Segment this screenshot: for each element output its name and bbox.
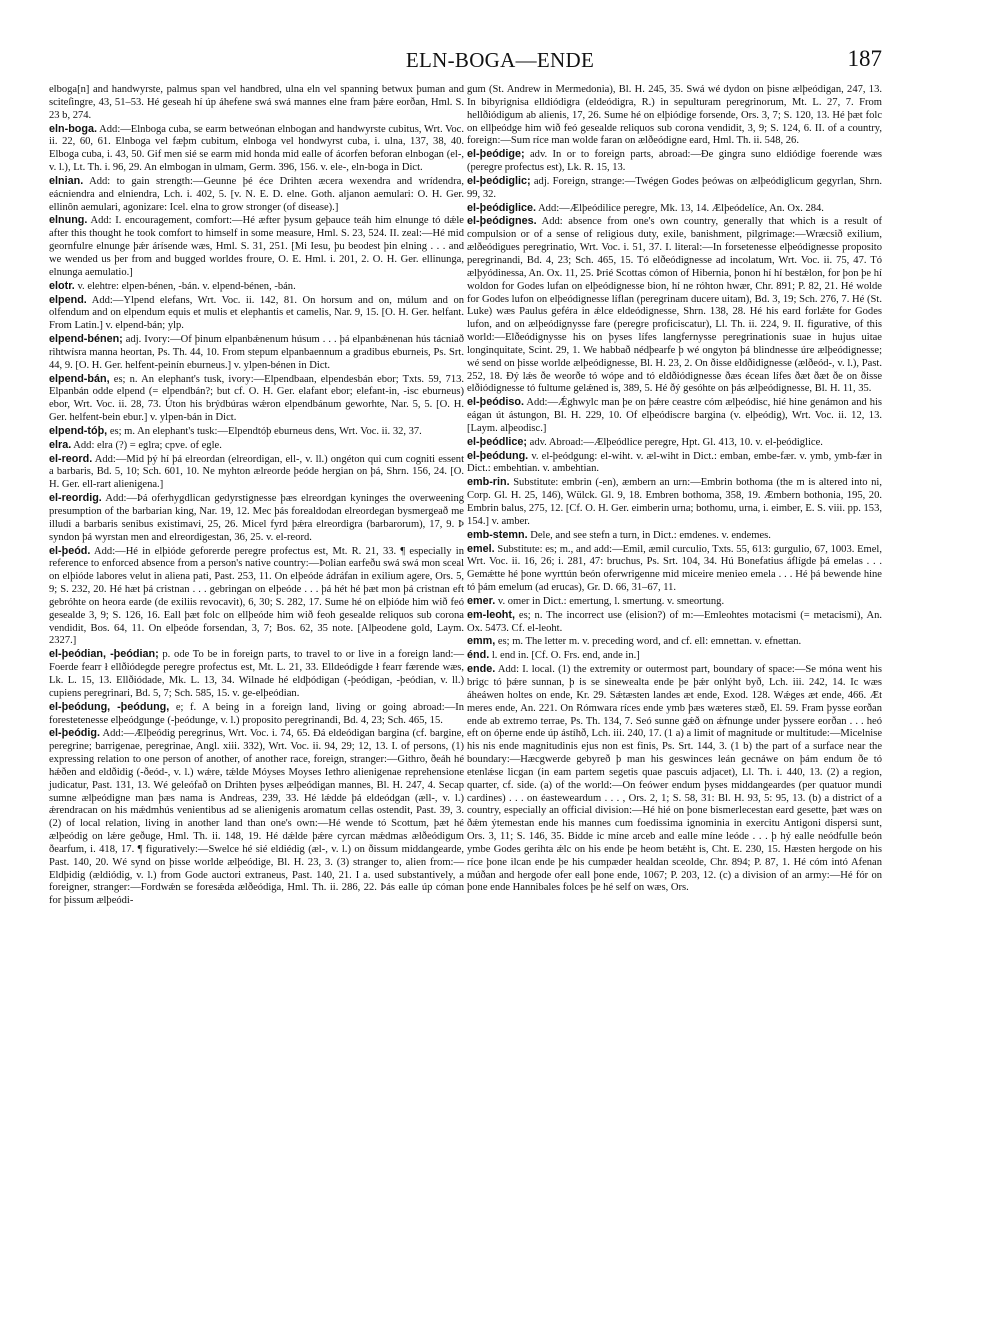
- dictionary-entry: [467, 663, 882, 895]
- entry-headword: el-þeódiso.: [467, 396, 524, 409]
- entry-headword: elpend.: [49, 293, 87, 306]
- entry-headword: elpend-tóþ,: [49, 424, 108, 437]
- entry-text: Substitute: embrin (-en), æmbern an urn:—Embrin bothoma (the m is altered into ni, Corp. Gl. H. 25, 146), Wülck. Gl. 9, 18. Embren bothoma, 358, 19. Æmbern bothonia, 195, 20. Embrin balus, 275, 12. [Cf. O. H. Ger. eimberin urna; bothomu, urna, i. eimber, E. S. viii. pp. 153, 154.] v. amber.: [467, 477, 882, 527]
- dictionary-entry: [49, 123, 464, 175]
- running-head: [0, 48, 1000, 78]
- entry-text: Add: absence from one's own country, generally that which is a result of compulsion or of a sense of religious duty, exile, banishment, pilgrimage:—Wræcsið exilium, ælðeódigues peregrinatio, Wrt. Voc. i. 51, 37. I. literal:—In forsetenesse elþeódignesse proposito peregrinandi, Bd. 4, 23; Sch. 465, 15. Tó elðeódignesse ad incolatum, Wrt. Voc. ii. 75, 47. Tó ælþyódinessa, An. Ox. 11, 25. Þrié Scottas cómon of Hibernia, þonon hí hí bestǽlon, for þon þe hí woldon for Godes lufan on elþeódignesse bion, hí ne róhton hwær, Chr. 891; P. 82, 21. Hé wolde for Godes lufon on elþeódignesse líflan (peregrinam ducere uitam), Bd. 3, 19; Sch. 276, 7. Hé (St. Luke) wæs Paulus geféra in ǽlce eldeódignesse, Shrn. 138, 28. Hé his eard forlǽte for Godes lufon, and on ælþeódignysse fare (peregre proficiscatur), Ll. Th. ii. 224, 9. II. figurative, of this world:—Elðeódignysse his on þyses lífes langfernysse peregrinationis suae in hujus uitae longinquitate, Scint. 29, 1. We habbað nédþearfe þ wé ongyton þá blindnesse úre ælþeódignesse; wé send on þisse worlde ælþeódignesse, Bl. H. 23, 2. On ðisse eldðidignesse (ælðeód-, v. l.), Past. 252, 18. Ðý lǽs ðe weorðe tó wópe and tó eldðiódignesse ðæs écean lífes ðæt ðæt ðe on ðisse elðiódignesse tó fultume gelǽned is, 389, 5. Hé ðý gesóhte on þás ælþeódignesse, Bl. H. 11, 35.: [467, 216, 882, 395]
- dictionary-entry: [49, 727, 464, 908]
- entry-headword: emer.: [467, 594, 496, 607]
- dictionary-entry: [49, 84, 464, 123]
- entry-text: Add:—Elnboga cuba, se earm betweónan elnbogan and handwyrste cubitus, Wrt. Voc. ii. 22, 60, 61. Elnboga vel fæþm cubitum, elnboga vel hondwyrst cuba, i. ulna, 137, 38, 40. Elboga cuba, i. 43, 50. Gif men sié se earm mid honda mid ealle of ácorfen beforan elnbogan (el-, v. l.), Lt. Th. i. 96, 29. An elmbogan in ulmam, Germ. 396, 156. v. ele-, eln-boga in Dict.: [49, 123, 464, 174]
- dictionary-entry: [49, 545, 464, 649]
- right-column: [467, 84, 882, 895]
- entry-text: Substitute: es; m., and add:—Emil, æmil curculio, Txts. 55, 613: gurgulio, 67, 1003. Emel, Wrt. Voc. ii. 16, 26; i. 281, 47: bruchus, Ps. Srt. 104, 34. Hú Bonefatius áflígde þá emelas . . . Gemǽtte hé þone wyrttún beón oferwrigenne mid miceire menieo emela . . . Hé þá bewende hine tó þám emelum (ad erucas), Gr. D. 66, 31–67, 11.: [467, 543, 882, 594]
- entry-headword: eln-boga.: [49, 122, 97, 135]
- entry-headword: emel.: [467, 542, 495, 555]
- entry-headword: el-reord.: [49, 452, 93, 465]
- entry-headword: el-þeódian, -þeódian;: [49, 648, 159, 661]
- entry-text: adj. Ivory:—Of þinum elpanbǽnenum húsum . . . þá elpanbǽnenan hús tácniað rihtwísra manna heortan, Ps. Th. 44, 10. From stepum elpanbaennum a gradibus eburneis, Ps. Srt. 44, 9. [O. H. Ger. helfent-peinín eburneus.] v. ylpen-bénen in Dict.: [49, 334, 464, 371]
- dictionary-entry: [49, 439, 464, 453]
- entry-headword: énd.: [467, 649, 490, 662]
- dictionary-entry: [467, 450, 882, 477]
- dictionary-entry: [49, 425, 464, 439]
- dictionary-entry: [49, 294, 464, 334]
- entry-headword: el-þeódig.: [49, 727, 100, 740]
- entry-headword: elnian.: [49, 174, 84, 187]
- entry-text: gum (St. Andrew in Mermedonia), Bl. H. 245, 35. Swá wé dydon on þisne ælþeódigan, 247, 13. In bibyrignisa elldiódigra (eldeódigra, R.) in sepulturam peregrinorum, Mt. L. 27, 7. From hellðiódigum ab alienis, 17, 26. Sume hé on elþiódige forsende, Ors. 3, 7; S. 120, 13. Hé þæt folc on ellþeódge him wið feó gesealde reliquos sub corona vendidit, 3, 9; S. 124, 6. II. of a country, foreign:—Sum ríce man wolde faran on ælðeódigne eard, Hml. Th. ii. 548, 26.: [467, 84, 882, 147]
- entry-text: Add:—Hé in elþióde geforerde peregre profectus est, Mt. R. 21, 33. ¶ especially in reference to enforced absence from a person's native country:—Þolian earfeðu swá swá mon sceal on elþióde labores velut in aliena pati, Past. 253, 11. On elþeóde ádráfan in exilium agere, Ors. 5, 9; S. 232, 20. Hé hæt þá cristnan . . . gebringan on elþeóde . . . þá hét hé þæt mon þá cristnan eft gebróhte on heora earde (de exiliis revocavit), 6, 30; S. 282, 17. Sume hé on elþióde him wið feó gesealde 3, 9; S. 126, 16. Eall þæt folc on ellþeóde him wið feoh gesealde reliquos sub corona vendidit, Bos. 64, 11. On elþeóde forsendan, 3, 7; Bos. 62, 35 note. [Alþeodene gold, Laym. 2327.]: [49, 545, 464, 647]
- dictionary-entry: [49, 214, 464, 279]
- entry-headword: ende.: [467, 663, 496, 676]
- entry-text: adv. In or to foreign parts, abroad:—Ðe gingra suno eldiódige foerende wæs (peregre profectus est), Lk. R. 15, 13.: [467, 149, 882, 174]
- dictionary-entry: [467, 649, 882, 663]
- dictionary-entry: [467, 396, 882, 436]
- entry-headword: emm,: [467, 635, 496, 648]
- entry-text: Add:—Þá oferhygdlican gedyrstignesse þæs elreordgan kyninges the overweening presumption of the barbarian king, Nar. 19, 12. Mec þás forealdodan elreordegan bysmergeað me illudi a barbaris senibus existimavi, 25, 26. Micel fyrd þǽra elreordigra (barbarorum), 17, 9. Þ syndon þá wyrstan men and elreordigestan, 36, 25. v. el-reord.: [49, 493, 464, 543]
- entry-text: e; f. A being in a foreign land, living or going abroad:—In forestetenesse elþeódgunge (-þeódunge, v. l.) proposito peregrinandi, Bd. 4, 23; Sch. 465, 15.: [49, 701, 464, 726]
- entry-text: Add: I. local. (1) the extremity or outermost part, boundary of space:—Se móna went his brigc tó þǽre sunnan, þ is se sinewealta ende þe þǽr onlýht byð, Lch. iii. 242, 14. Ic wæs áheáwen holtes on ende, Kr. 29. Sǽtæsten landes æt ende, Exod. 128. Wǽges æt ende, 466. Æt meres ende, An. 221. On Rómwara ríces ende ymb þæs wæteres stæð, El. 59. Fram þysse eorðan ende ab extremo terrae, Ps. Th. 134, 7. Seó sunne gǽð on ǽfnunge under þyssere eorðan . . . heó eft on óþerne ende úp ástíhð, Lch. iii. 240, 17. (1 a) a limit of magnitude or multitude:—Micelnise his nis ende magnitudinis ejus non est finis, Ps. Srt. 144, 3. (1 b) the part of a surface near the boundary:—Hæcgwerde gebyreð þ man his geswinces leán gecnáwe on þám endum ðe tó etenlǽse licgan (in eam partem segetis quae pascuis adjacet), Ll. Th. i. 440, 13. (2) a region, quarter, cf. side. (a) of the world:—On feówer endum þyses middangeardes (per quatuor mundi cardines) . . . on éasteweardum . . . , Ors. 2, 1; S. 58, 31: Bl. H. 93, 5: 95, 13. (b) a district of a country, especially an official division:—Hé hié on þone bismerlecestan eard gesette, þæt wæs on ðǽm ýtemestan ende his mannes cum foedissima ignominia in exercitu Antigoni dispersi sunt, Ors. 3, 11; S. 146, 35. Bidde ic míne arceb and ealle míne leóde . . . þ hý ealle neódfulle beón ymbe Godes gerihta ǽlc on his ende þe heom betǽht is, Cht. E. 230, 15. Hæsten hergode on his ríce þone ilcan ende þe his cumpæder healdan sceolde, Chr. 894; P. 87, 1. Hé cóm intó Afenan múðan and hergode ofer eall þone ende, 1067; P. 203, 12. (c) a division of an army:—Hé fór on þone ende Hannibales folces þe hé self on wæs, Ors.: [467, 664, 882, 894]
- entry-text: p. ode To be in foreign parts, to travel to or live in a foreign land:—Foerde fearr ł ellðiódegde peregre profectus est, Mt. L. 21, 33. Elldeódigde ł fearr færende wæs, Lk. L. 15, 13. Ellðiódade, Mk. L. 13, 34. Wilnade hé eldþódigan (-þeódigan, -þeódian, v. ll.) cupiens peregrinari, Bd. 5, 7; Sch. 585, 15. v. ge-elþeódian.: [49, 649, 464, 699]
- left-column: [49, 84, 464, 908]
- dictionary-entry: [49, 648, 464, 700]
- running-title: ELN-BOGA—ENDE: [405, 48, 595, 72]
- entry-headword: el-reordig.: [49, 492, 102, 505]
- entry-text: Add: I. encouragement, comfort:—Hé æfter þysum geþauce teáh him elnunge tó dǽle after this thought he took comfort to himself in some measure, Hml. S. 23, 524. II. zeal:—Hé mid geornfulre elnunge þǽr árísende wæs, Hml. S. 31, 251. [Mi Iesu, þu beodest þin elning . . . and we wended us þer from and bugged worldes froure, O. E. Hml. i. 201, 2. O. H. Ger. ellinunga, elnunga aemulatio.]: [49, 215, 464, 278]
- entry-headword: el-þeódignes.: [467, 215, 537, 228]
- entry-text: adj. Foreign, strange:—Twégen Godes þeówas on ælþeódiglicum gegyrlan, Shrn. 99, 32.: [467, 175, 882, 200]
- entry-text: Add:—Ǽghwylc man þe on þǽre ceastre cóm ælþeódisc, hié hine genámon and his eágan út ástungon, Bl. H. 229, 10. Of elþeódiscre bargina (v. elþeódig), Wrt. Voc. ii. 12, 13. [Laym. alþeodisc.]: [467, 397, 883, 434]
- entry-text: es; n. The incorrect use (elision?) of m:—Emleohtes motacismi (= metacismi), An. Ox. 5473. Cf. el-leoht.: [467, 609, 882, 634]
- dictionary-entry: [49, 492, 464, 544]
- dictionary-entry: [467, 529, 882, 543]
- entry-headword: elra.: [49, 438, 72, 451]
- entry-headword: el-þeódung.: [467, 449, 529, 462]
- entry-text: es; n. An elephant's tusk, ivory:—Elpendbaan, elpendesbán ebor; Txts. 59, 713. Elpanbán odde elpend (= elpendbán?; but cf. O. H. Ger. elafant ebor; elefant-in, -isc eburneus) ebor, Wrt. Voc. ii. 28, 73. Úton his brýdbúras wǽron elpendbánum geworhte, Nar. 5, 5. [O. H. Ger. helfent-bein ebur.] v. ylpen-bán in Dict.: [49, 373, 465, 424]
- entry-headword: el-þeódige;: [467, 148, 525, 161]
- dictionary-entry: [467, 84, 882, 148]
- dictionary-entry: [467, 543, 882, 595]
- entry-headword: el-þeód.: [49, 544, 91, 557]
- entry-text: Add: elra (?) = eglra; cpve. of egle.: [73, 439, 222, 451]
- entry-headword: el-þeódiglice.: [467, 201, 536, 214]
- entry-headword: em-leoht,: [467, 608, 515, 621]
- entry-text: es; m. An elephant's tusk:—Elpendtóþ eburneus dens, Wrt. Voc. ii. 32, 37.: [109, 425, 422, 437]
- entry-headword: elpend-bénen;: [49, 333, 123, 346]
- entry-text: Add:—Ælþeódig peregrinus, Wrt. Voc. i. 74, 65. Ðá eldeódigan bargina (cf. bargine, peregrine; barrigenae, peregrinae, Angl. xiii. 332), Wrt. Voc. ii. 94, 29; 12, 13. I. of persons, (1) expressing relation to one person of another, of another race, foreign, stranger:—Githro, ðeáh hé hǽðen and eldðidig (-ðeód-, v. l.) wǽre, tǽlde Móyses Moyses Iethro alienigenae reprehensione judicatur, Past. 131, 13. Wé geleófað on Drihten þyses ælþeódigan mannes, Bl. H. 247, 4. Secap sumne ælþeódigne man þæs nama is Andreas, 239, 33. Hé lǽdde þá eldeódgan (æll-, v. l.) ǽrendracan on his mǽdmhús venientibus ad se alienigenis aromatum cellas ostendit, Past. 39, 3. (2) of local relation, living in another land than one's own:—Hé wende tó Scottum, þæt hé ælþeódig on lǽre geðuge, Hml. Th. ii. 148, 19. Hé dǽlde þǽre cyrcan mǽdmas ælðeódigum ðearfum, i. 418, 17. ¶ figuratively:—Swelce hé sié eldiédig (æl-, v. l.) on ðissum middangearde, Past. 140, 20. Wé synd on þisse worlde ælþeódige, Bl. H. 23, 3. (3) stranger to, alien from:—Eldþidig (ældiódig, v. l.) from Gode auctori extraneus, Past. 140, 21. I a. used substantively, a foreigner, stranger:—Fordwǽn se foresǽda ælðeódiga, Hml. Th. ii. 286, 22. Þás ealle úp cóman for þissum ælþeódi-: [49, 728, 464, 907]
- entry-headword: elpend-bán,: [49, 372, 110, 385]
- entry-text: Add:—Ylpend elefans, Wrt. Voc. ii. 142, 81. On horsum and on, múlum and on olfendum and on elpendum equis et mulis et elephantis et camelis, Nar. 9, 15. [O. H. Ger. helfant. From Latin.] v. elpend-bán; ylp.: [49, 294, 464, 332]
- dictionary-entry: [49, 333, 464, 373]
- entry-text: es; m. The letter m. v. preceding word, and cf. ell: emnettan. v. efnettan.: [497, 636, 802, 648]
- entry-headword: el-þeódiglic;: [467, 174, 531, 187]
- dictionary-entry: [49, 175, 464, 215]
- dictionary-entry: [49, 701, 464, 728]
- dictionary-entry: [467, 215, 882, 396]
- entry-text: l. end in. [Cf. O. Frs. end, ande in.]: [491, 650, 640, 662]
- entry-text: Add:—Mid þý hí þá elreordan (elreordigan, ell-, v. ll.) ongéton qui cum cogniti essent a barbaris, Bd. 5, 10; Sch. 601, 10. Ne myhton ælreorde þeóde hergian on þá, Shrn. 156, 24. [O. H. Ger. ell-rart alienigena.]: [49, 453, 464, 491]
- entry-text: Dele, and see stefn a turn, in Dict.: emdenes. v. endemes.: [530, 529, 771, 541]
- entry-headword: el-þeódung, -þeódung,: [49, 700, 170, 713]
- entry-text: Add: to gain strength:—Geunne þé éce Drihten æcera wexendra and wrídendra, eácniendra and elniendra, Lch. i. 402, 5. [v. N. E. D. elne. Goth. aljanon aemulari: O. H. Ger. ellinôn aemulari, agonizare: Icel. elna to grow stronger (of disease).]: [49, 175, 465, 213]
- entry-headword: emb-stemn.: [467, 528, 528, 541]
- entry-headword: elnung.: [49, 214, 88, 227]
- dictionary-entry: [467, 595, 882, 609]
- dictionary-entry: [467, 202, 882, 216]
- dictionary-entry: [467, 436, 882, 450]
- dictionary-entry: [467, 148, 882, 175]
- entry-text: v. el-þeódgung: el-wiht. v. æl-wiht in Dict.: emban, embe-fær. v. ymb, ymb-fær in Dict.: embehtian. v. ambehtian.: [467, 450, 883, 475]
- entry-headword: el-þeódlice;: [467, 435, 527, 448]
- dictionary-entry: [467, 635, 882, 649]
- page-number: 187: [847, 46, 882, 71]
- entry-headword: emb-rin.: [467, 476, 510, 489]
- dictionary-entry: [49, 453, 464, 493]
- dictionary-entry: [467, 609, 882, 636]
- entry-headword: elotr.: [49, 279, 75, 292]
- dictionary-entry: [467, 476, 882, 528]
- dictionary-entry: [49, 373, 464, 425]
- entry-text: Add:—Ælþeódilice peregre, Mk. 13, 14. Ælþeódelíce, An. Ox. 284.: [538, 202, 824, 214]
- entry-text: elboga[n] and handwyrste, palmus span vel handbred, ulna eln vel spanning betwux þuman and sciteſingre, 43, 51–53. Hé geseah hí úp áhefene swá swá mannes elne fram þǽre eorðan, Hml. S. 23 b, 274.: [49, 84, 464, 121]
- entry-text: adv. Abroad:—Ælþeódlice peregre, Hpt. Gl. 413, 10. v. el-þeódiglice.: [529, 436, 823, 448]
- entry-text: v. elehtre: elpen-bénen, -bán. v. elpend-bénen, -bán.: [77, 280, 296, 292]
- dictionary-entry: [467, 175, 882, 202]
- dictionary-entry: [49, 280, 464, 294]
- entry-text: v. omer in Dict.: emertung, l. smertung. v. smeortung.: [497, 595, 725, 607]
